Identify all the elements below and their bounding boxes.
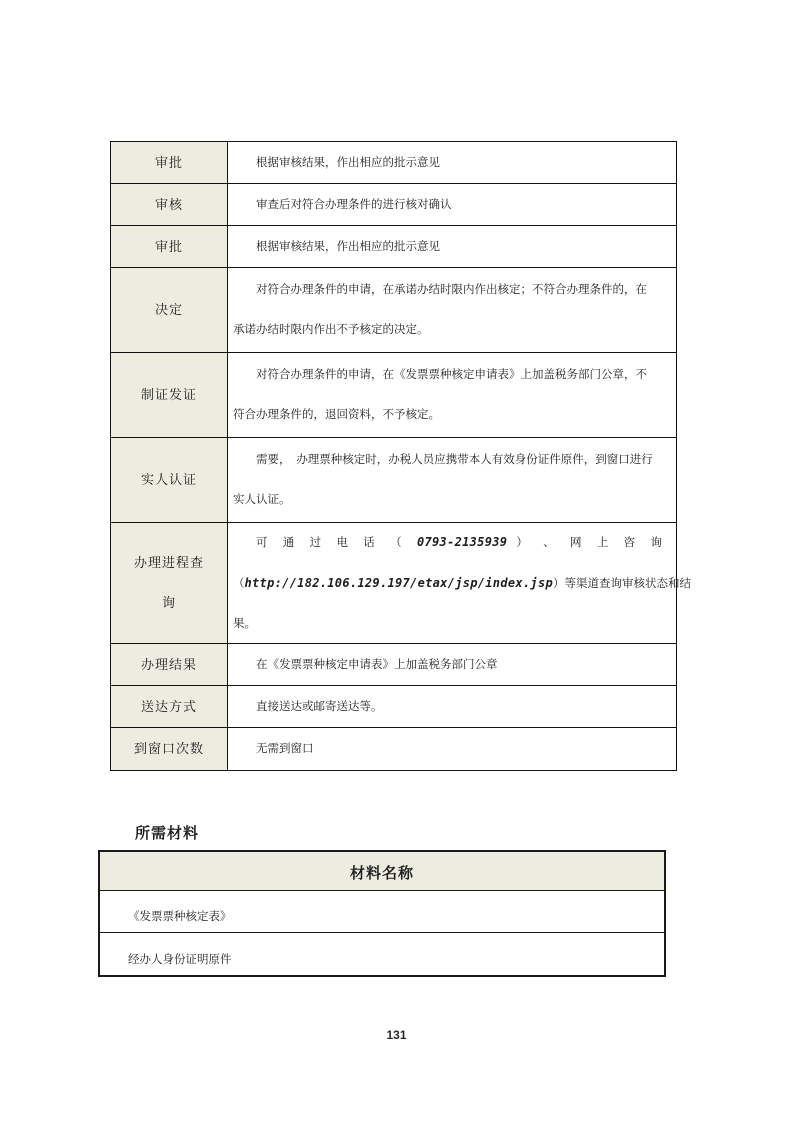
content-line: 根据审核结果，作出相应的批示意见 [256,156,440,169]
content-line [233,563,692,604]
content-line: 需要， 办理票种核定时，办税人员应携带本人有效身份证件原件，到窗口进行 [256,454,653,466]
page-number: 131 [386,1028,407,1042]
content-line: 符合办理条件的，退回资料，不予核定。 [233,409,440,421]
table-row [111,728,676,770]
content-text: ）等渠道查询审核状态和结 [553,578,692,590]
table-row [111,226,676,268]
row-content-cell [228,728,676,770]
content-text: 可 通 过 电 话 （ [256,537,417,549]
url-text: http://182.106.129.197/etax/jsp/index.jsp [244,576,554,590]
row-label-cell [111,438,228,522]
row-content-cell [228,644,676,685]
row-label-cell [111,268,228,352]
content-line: 无需到窗口 [256,743,314,755]
materials-header-cell: 材料名称 [100,852,664,891]
row-content-cell [228,523,692,643]
row-content-cell [228,142,676,183]
row-content-cell [228,438,676,522]
row-label: 审批 [154,154,183,170]
row-label: 到窗口次数 [133,741,204,756]
row-content-cell [228,268,676,352]
content-line: 承诺办结时限内作出不予核定的决定。 [233,324,429,336]
row-content-cell [228,353,676,437]
content-line: 对符合办理条件的申请，在《发票票种核定申请表》上加盖税务部门公章，不 [256,369,647,381]
row-label-cell [111,523,228,643]
materials-table [98,850,666,977]
content-line: 根据审核结果，作出相应的批示意见 [256,240,440,253]
table-row [111,184,676,226]
process-table [110,141,692,771]
row-label-cell [111,226,228,267]
table-row [111,268,676,353]
row-label: 询 [161,595,176,610]
material-row: 经办人身份证明原件 [100,933,664,975]
row-label: 实人认证 [140,472,197,487]
row-label-cell [111,686,228,727]
row-label-cell [111,142,228,183]
row-label: 送达方式 [140,698,197,714]
row-label: 制证发证 [140,387,197,402]
table-row [111,142,676,184]
content-text: ） 、 网 上 咨 询 [507,537,663,549]
table-row [111,644,676,686]
table-row [111,686,676,728]
row-content-cell [228,226,676,267]
material-row: 《发票票种核定表》 [100,891,664,933]
row-label: 决定 [154,302,183,317]
content-line: 直接送达或邮寄送达等。 [256,700,383,713]
row-label-cell [111,184,228,225]
row-label-cell [111,728,228,770]
content-text: （ [233,578,245,590]
content-line: 对符合办理条件的申请，在承诺办结时限内作出核定；不符合办理条件的，在 [256,284,647,296]
row-label-cell [111,353,228,437]
row-content-cell [228,686,676,727]
table-row [111,523,692,644]
content-line [233,522,662,563]
row-label: 审批 [154,238,183,254]
phone-number: 0793-2135939 [416,535,508,549]
row-label: 办理结果 [140,656,197,672]
row-label: 办理进程查 [133,555,204,570]
row-content-cell [228,184,676,225]
content-line: 在《发票票种核定申请表》上加盖税务部门公章 [256,658,498,671]
materials-heading: 所需材料 [135,826,200,842]
content-line: 实人认证。 [233,494,291,506]
content-line: 果。 [233,618,256,630]
table-row [111,438,676,523]
row-label: 审核 [154,196,183,212]
content-line: 审查后对符合办理条件的进行核对确认 [256,198,452,211]
row-label-cell [111,644,228,685]
table-row [111,353,676,438]
